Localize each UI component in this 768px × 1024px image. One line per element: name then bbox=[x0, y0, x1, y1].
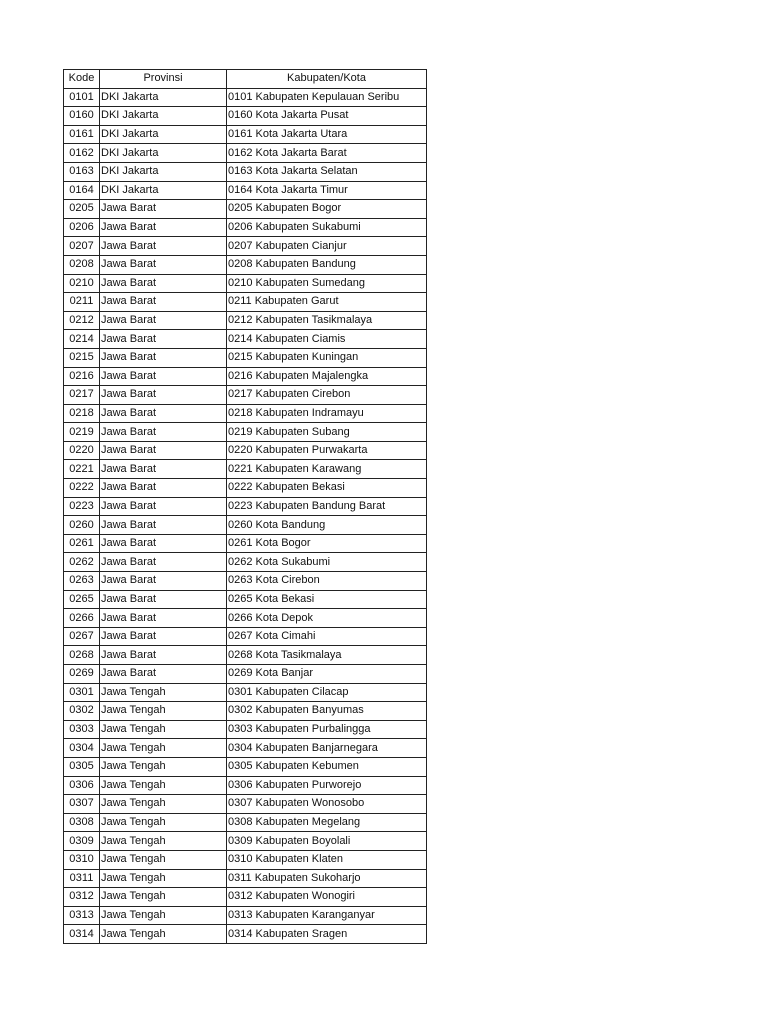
table-row bbox=[64, 386, 427, 405]
cell-kode: 0308 bbox=[64, 813, 100, 832]
cell-provinsi: Jawa Barat bbox=[100, 404, 227, 423]
table-row bbox=[64, 813, 427, 832]
cell-provinsi: Jawa Tengah bbox=[100, 869, 227, 888]
cell-provinsi: Jawa Barat bbox=[100, 255, 227, 274]
cell-kabupaten-kota: 0218 Kabupaten Indramayu bbox=[227, 404, 427, 423]
table-row bbox=[64, 925, 427, 944]
cell-kode: 0217 bbox=[64, 386, 100, 405]
cell-provinsi: Jawa Tengah bbox=[100, 702, 227, 721]
table-row bbox=[64, 367, 427, 386]
table-row bbox=[64, 609, 427, 628]
cell-provinsi: Jawa Barat bbox=[100, 479, 227, 498]
cell-kode: 0210 bbox=[64, 274, 100, 293]
cell-kabupaten-kota: 0211 Kabupaten Garut bbox=[227, 293, 427, 312]
cell-kabupaten-kota: 0207 Kabupaten Cianjur bbox=[227, 237, 427, 256]
cell-kode: 0161 bbox=[64, 125, 100, 144]
table-row bbox=[64, 144, 427, 163]
cell-kabupaten-kota: 0163 Kota Jakarta Selatan bbox=[227, 162, 427, 181]
table-row bbox=[64, 869, 427, 888]
cell-kabupaten-kota: 0310 Kabupaten Klaten bbox=[227, 850, 427, 869]
cell-kode: 0206 bbox=[64, 218, 100, 237]
table-row bbox=[64, 162, 427, 181]
cell-provinsi: Jawa Tengah bbox=[100, 925, 227, 944]
table-header bbox=[64, 70, 427, 89]
cell-kode: 0301 bbox=[64, 683, 100, 702]
cell-provinsi: Jawa Barat bbox=[100, 572, 227, 591]
header-kabupaten-kota: Kabupaten/Kota bbox=[227, 70, 427, 89]
cell-provinsi: Jawa Barat bbox=[100, 553, 227, 572]
cell-kabupaten-kota: 0214 Kabupaten Ciamis bbox=[227, 330, 427, 349]
table-row bbox=[64, 720, 427, 739]
cell-kabupaten-kota: 0223 Kabupaten Bandung Barat bbox=[227, 497, 427, 516]
cell-kode: 0306 bbox=[64, 776, 100, 795]
cell-kode: 0312 bbox=[64, 888, 100, 907]
cell-kode: 0265 bbox=[64, 590, 100, 609]
cell-provinsi: DKI Jakarta bbox=[100, 88, 227, 107]
table-row bbox=[64, 497, 427, 516]
cell-kabupaten-kota: 0216 Kabupaten Majalengka bbox=[227, 367, 427, 386]
cell-provinsi: Jawa Barat bbox=[100, 497, 227, 516]
cell-kode: 0305 bbox=[64, 757, 100, 776]
cell-kabupaten-kota: 0215 Kabupaten Kuningan bbox=[227, 348, 427, 367]
table-row bbox=[64, 832, 427, 851]
table-row bbox=[64, 460, 427, 479]
table-row bbox=[64, 683, 427, 702]
table-row bbox=[64, 255, 427, 274]
cell-kabupaten-kota: 0302 Kabupaten Banyumas bbox=[227, 702, 427, 721]
cell-kabupaten-kota: 0304 Kabupaten Banjarnegara bbox=[227, 739, 427, 758]
cell-provinsi: Jawa Barat bbox=[100, 218, 227, 237]
cell-provinsi: Jawa Barat bbox=[100, 348, 227, 367]
table-row bbox=[64, 906, 427, 925]
cell-provinsi: Jawa Barat bbox=[100, 386, 227, 405]
cell-kode: 0313 bbox=[64, 906, 100, 925]
cell-kabupaten-kota: 0267 Kota Cimahi bbox=[227, 627, 427, 646]
cell-kode: 0208 bbox=[64, 255, 100, 274]
cell-kode: 0309 bbox=[64, 832, 100, 851]
cell-kabupaten-kota: 0266 Kota Depok bbox=[227, 609, 427, 628]
cell-kode: 0304 bbox=[64, 739, 100, 758]
cell-kode: 0160 bbox=[64, 107, 100, 126]
cell-kode: 0266 bbox=[64, 609, 100, 628]
table-row bbox=[64, 888, 427, 907]
cell-kabupaten-kota: 0306 Kabupaten Purworejo bbox=[227, 776, 427, 795]
cell-provinsi: Jawa Barat bbox=[100, 516, 227, 535]
cell-kode: 0263 bbox=[64, 572, 100, 591]
cell-provinsi: Jawa Barat bbox=[100, 423, 227, 442]
cell-kabupaten-kota: 0205 Kabupaten Bogor bbox=[227, 200, 427, 219]
cell-kode: 0205 bbox=[64, 200, 100, 219]
cell-kabupaten-kota: 0260 Kota Bandung bbox=[227, 516, 427, 535]
table-row bbox=[64, 702, 427, 721]
cell-provinsi: Jawa Tengah bbox=[100, 757, 227, 776]
cell-kode: 0221 bbox=[64, 460, 100, 479]
cell-kabupaten-kota: 0212 Kabupaten Tasikmalaya bbox=[227, 311, 427, 330]
cell-provinsi: Jawa Barat bbox=[100, 274, 227, 293]
cell-provinsi: Jawa Tengah bbox=[100, 832, 227, 851]
cell-provinsi: Jawa Barat bbox=[100, 237, 227, 256]
cell-kabupaten-kota: 0221 Kabupaten Karawang bbox=[227, 460, 427, 479]
table-row bbox=[64, 125, 427, 144]
cell-kabupaten-kota: 0311 Kabupaten Sukoharjo bbox=[227, 869, 427, 888]
cell-kabupaten-kota: 0314 Kabupaten Sragen bbox=[227, 925, 427, 944]
cell-provinsi: DKI Jakarta bbox=[100, 107, 227, 126]
cell-kode: 0212 bbox=[64, 311, 100, 330]
table-row bbox=[64, 404, 427, 423]
cell-provinsi: Jawa Tengah bbox=[100, 795, 227, 814]
table-row bbox=[64, 627, 427, 646]
cell-kabupaten-kota: 0308 Kabupaten Megelang bbox=[227, 813, 427, 832]
cell-provinsi: Jawa Barat bbox=[100, 460, 227, 479]
cell-kabupaten-kota: 0303 Kabupaten Purbalingga bbox=[227, 720, 427, 739]
cell-kabupaten-kota: 0210 Kabupaten Sumedang bbox=[227, 274, 427, 293]
cell-provinsi: Jawa Tengah bbox=[100, 813, 227, 832]
cell-kabupaten-kota: 0262 Kota Sukabumi bbox=[227, 553, 427, 572]
cell-kabupaten-kota: 0160 Kota Jakarta Pusat bbox=[227, 107, 427, 126]
cell-kabupaten-kota: 0217 Kabupaten Cirebon bbox=[227, 386, 427, 405]
cell-kode: 0303 bbox=[64, 720, 100, 739]
cell-kode: 0314 bbox=[64, 925, 100, 944]
cell-provinsi: Jawa Barat bbox=[100, 441, 227, 460]
header-provinsi: Provinsi bbox=[100, 70, 227, 89]
table-row bbox=[64, 293, 427, 312]
cell-kabupaten-kota: 0208 Kabupaten Bandung bbox=[227, 255, 427, 274]
cell-provinsi: Jawa Tengah bbox=[100, 720, 227, 739]
cell-kode: 0311 bbox=[64, 869, 100, 888]
cell-provinsi: Jawa Tengah bbox=[100, 888, 227, 907]
table-row bbox=[64, 274, 427, 293]
cell-kabupaten-kota: 0305 Kabupaten Kebumen bbox=[227, 757, 427, 776]
cell-kabupaten-kota: 0301 Kabupaten Cilacap bbox=[227, 683, 427, 702]
cell-kode: 0220 bbox=[64, 441, 100, 460]
table-row bbox=[64, 757, 427, 776]
cell-provinsi: Jawa Barat bbox=[100, 200, 227, 219]
cell-kabupaten-kota: 0312 Kabupaten Wonogiri bbox=[227, 888, 427, 907]
cell-kode: 0261 bbox=[64, 534, 100, 553]
table-row bbox=[64, 330, 427, 349]
cell-kabupaten-kota: 0313 Kabupaten Karanganyar bbox=[227, 906, 427, 925]
cell-kode: 0219 bbox=[64, 423, 100, 442]
cell-kode: 0310 bbox=[64, 850, 100, 869]
cell-provinsi: Jawa Barat bbox=[100, 367, 227, 386]
table-row bbox=[64, 795, 427, 814]
cell-kabupaten-kota: 0265 Kota Bekasi bbox=[227, 590, 427, 609]
table-row bbox=[64, 590, 427, 609]
table-row bbox=[64, 218, 427, 237]
cell-provinsi: Jawa Tengah bbox=[100, 906, 227, 925]
cell-provinsi: DKI Jakarta bbox=[100, 125, 227, 144]
cell-provinsi: Jawa Barat bbox=[100, 311, 227, 330]
cell-provinsi: Jawa Barat bbox=[100, 590, 227, 609]
cell-provinsi: DKI Jakarta bbox=[100, 181, 227, 200]
cell-kode: 0164 bbox=[64, 181, 100, 200]
cell-kode: 0207 bbox=[64, 237, 100, 256]
cell-provinsi: Jawa Barat bbox=[100, 609, 227, 628]
cell-kabupaten-kota: 0219 Kabupaten Subang bbox=[227, 423, 427, 442]
cell-provinsi: DKI Jakarta bbox=[100, 162, 227, 181]
cell-provinsi: Jawa Barat bbox=[100, 665, 227, 684]
cell-kode: 0268 bbox=[64, 646, 100, 665]
cell-kode: 0260 bbox=[64, 516, 100, 535]
cell-kode: 0216 bbox=[64, 367, 100, 386]
region-code-table bbox=[63, 69, 427, 944]
cell-kode: 0162 bbox=[64, 144, 100, 163]
cell-kode: 0269 bbox=[64, 665, 100, 684]
table-row bbox=[64, 534, 427, 553]
cell-kabupaten-kota: 0261 Kota Bogor bbox=[227, 534, 427, 553]
cell-kode: 0218 bbox=[64, 404, 100, 423]
cell-kabupaten-kota: 0309 Kabupaten Boyolali bbox=[227, 832, 427, 851]
table-row bbox=[64, 88, 427, 107]
table-row bbox=[64, 479, 427, 498]
table-row bbox=[64, 311, 427, 330]
cell-kabupaten-kota: 0269 Kota Banjar bbox=[227, 665, 427, 684]
cell-kode: 0267 bbox=[64, 627, 100, 646]
table-row bbox=[64, 739, 427, 758]
cell-kabupaten-kota: 0220 Kabupaten Purwakarta bbox=[227, 441, 427, 460]
cell-kode: 0214 bbox=[64, 330, 100, 349]
cell-kode: 0223 bbox=[64, 497, 100, 516]
table-body bbox=[64, 88, 427, 943]
table-row bbox=[64, 572, 427, 591]
cell-provinsi: DKI Jakarta bbox=[100, 144, 227, 163]
header-row bbox=[64, 70, 427, 89]
cell-kabupaten-kota: 0268 Kota Tasikmalaya bbox=[227, 646, 427, 665]
cell-kabupaten-kota: 0263 Kota Cirebon bbox=[227, 572, 427, 591]
header-kode: Kode bbox=[64, 70, 100, 89]
table-row bbox=[64, 646, 427, 665]
cell-provinsi: Jawa Tengah bbox=[100, 739, 227, 758]
table-row bbox=[64, 553, 427, 572]
table-row bbox=[64, 516, 427, 535]
cell-provinsi: Jawa Barat bbox=[100, 627, 227, 646]
cell-kabupaten-kota: 0206 Kabupaten Sukabumi bbox=[227, 218, 427, 237]
cell-kode: 0101 bbox=[64, 88, 100, 107]
cell-provinsi: Jawa Tengah bbox=[100, 776, 227, 795]
table-row bbox=[64, 441, 427, 460]
cell-kabupaten-kota: 0222 Kabupaten Bekasi bbox=[227, 479, 427, 498]
table-row bbox=[64, 200, 427, 219]
cell-kode: 0211 bbox=[64, 293, 100, 312]
table-row bbox=[64, 850, 427, 869]
cell-provinsi: Jawa Barat bbox=[100, 293, 227, 312]
table-row bbox=[64, 348, 427, 367]
cell-kabupaten-kota: 0164 Kota Jakarta Timur bbox=[227, 181, 427, 200]
cell-kabupaten-kota: 0161 Kota Jakarta Utara bbox=[227, 125, 427, 144]
cell-provinsi: Jawa Barat bbox=[100, 534, 227, 553]
cell-kode: 0215 bbox=[64, 348, 100, 367]
cell-kode: 0262 bbox=[64, 553, 100, 572]
cell-provinsi: Jawa Barat bbox=[100, 646, 227, 665]
cell-kabupaten-kota: 0101 Kabupaten Kepulauan Seribu bbox=[227, 88, 427, 107]
table-row bbox=[64, 776, 427, 795]
cell-kode: 0222 bbox=[64, 479, 100, 498]
cell-kabupaten-kota: 0162 Kota Jakarta Barat bbox=[227, 144, 427, 163]
cell-provinsi: Jawa Barat bbox=[100, 330, 227, 349]
cell-kabupaten-kota: 0307 Kabupaten Wonosobo bbox=[227, 795, 427, 814]
table-row bbox=[64, 181, 427, 200]
table-row bbox=[64, 237, 427, 256]
cell-kode: 0302 bbox=[64, 702, 100, 721]
cell-kode: 0307 bbox=[64, 795, 100, 814]
cell-kode: 0163 bbox=[64, 162, 100, 181]
table-row bbox=[64, 423, 427, 442]
cell-provinsi: Jawa Tengah bbox=[100, 683, 227, 702]
table-row bbox=[64, 665, 427, 684]
cell-provinsi: Jawa Tengah bbox=[100, 850, 227, 869]
table-row bbox=[64, 107, 427, 126]
